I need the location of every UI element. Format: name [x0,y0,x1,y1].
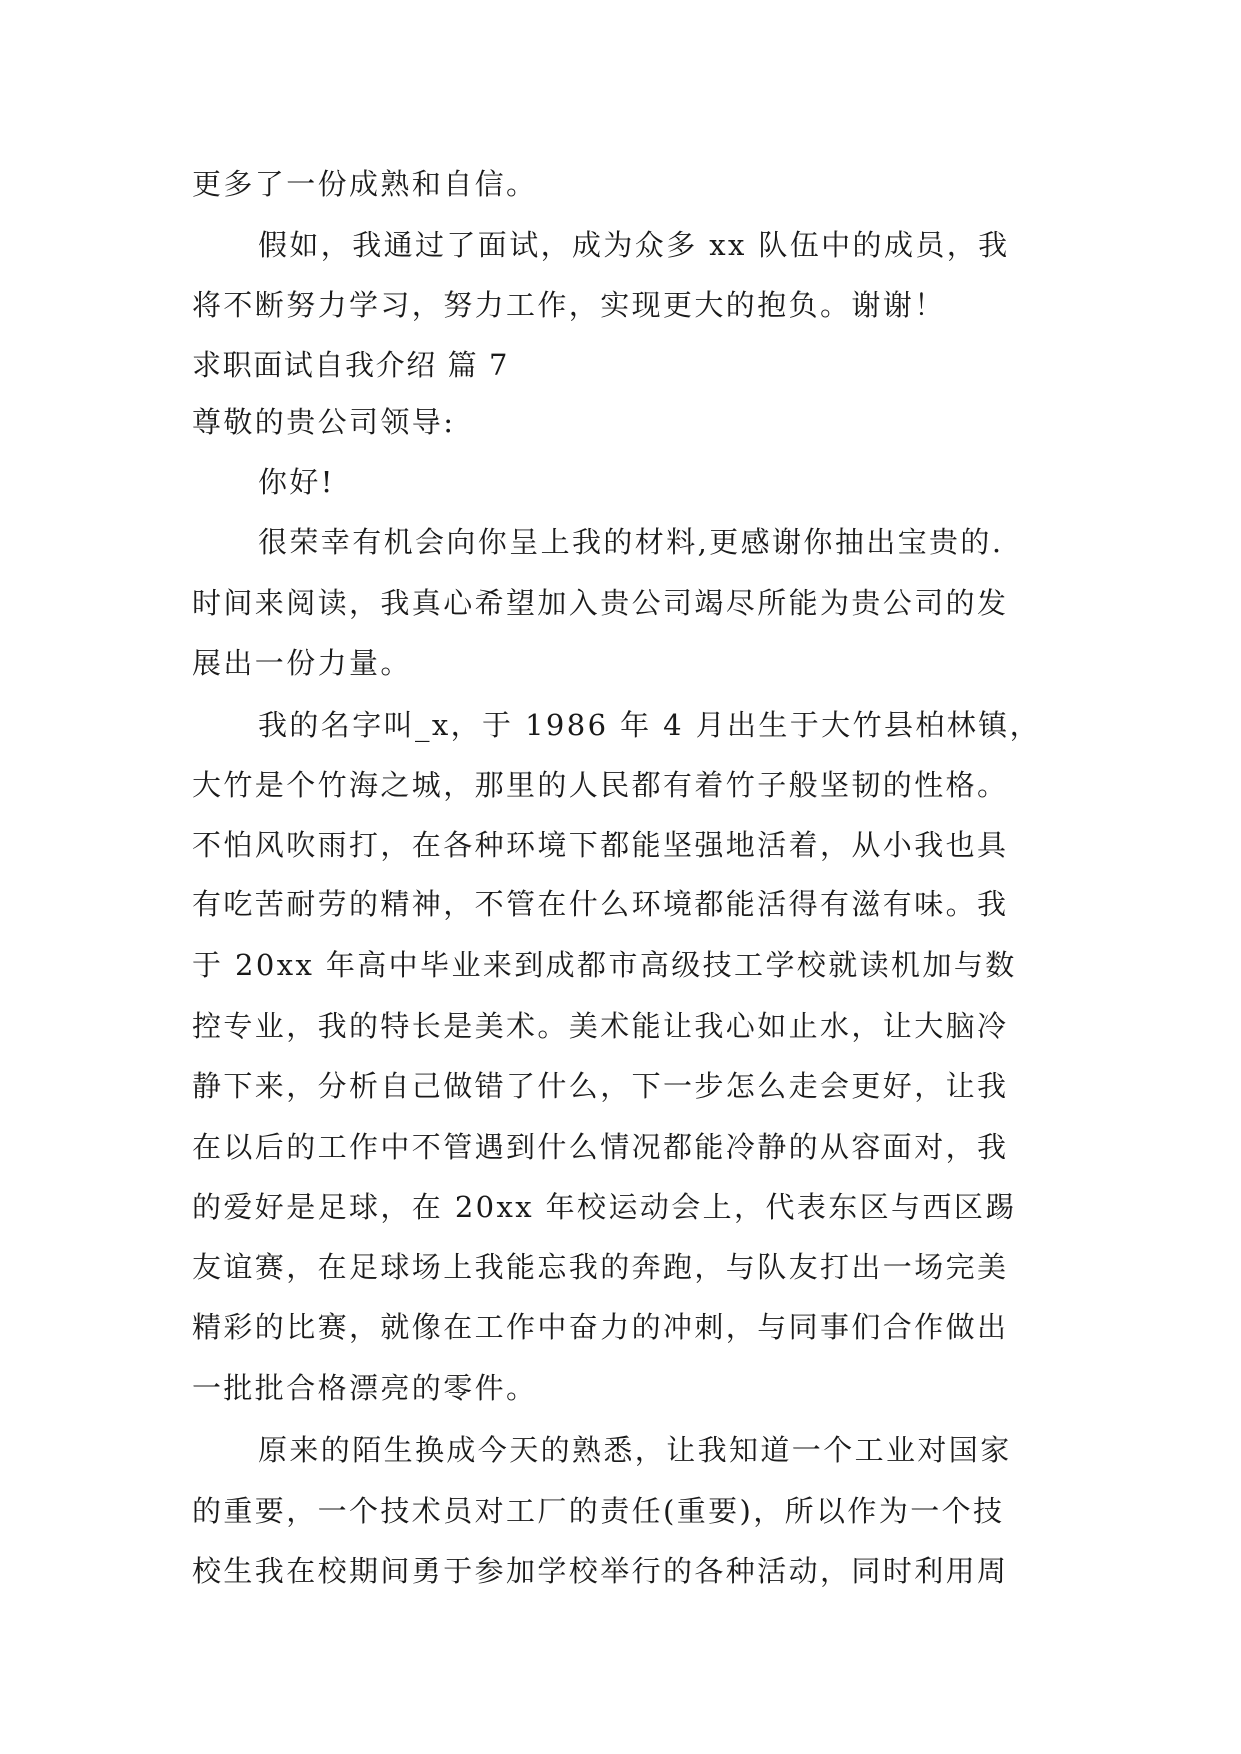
text-line: 友谊赛，在足球场上我能忘我的奔跑，与队友打出一场完美 [192,1250,1009,1284]
text-line: 展出一份力量。 [192,646,412,680]
text-line: 静下来，分析自己做错了什么，下一步怎么走会更好，让我 [192,1069,1009,1103]
text-line: 精彩的比赛，就像在工作中奋力的冲刺，与同事们合作做出 [192,1310,1009,1344]
text-line: 很荣幸有机会向你呈上我的材料,更感谢你抽出宝贵的. [258,525,1004,559]
text-line: 大竹是个竹海之城，那里的人民都有着竹子般坚韧的性格。 [192,768,1009,802]
text-line: 更多了一份成熟和自信。 [192,167,538,201]
text-line: 有吃苦耐劳的精神，不管在什么环境都能活得有滋有味。我 [192,887,1009,921]
greeting: 你好! [258,465,335,499]
text-line: 假如，我通过了面试，成为众多 xx 队伍中的成员，我 [258,228,1010,262]
salutation: 尊敬的贵公司领导: [192,405,456,439]
text-line: 原来的陌生换成今天的熟悉，让我知道一个工业对国家 [258,1433,1012,1467]
text-line: 不怕风吹雨打，在各种环境下都能坚强地活着，从小我也具 [192,828,1009,862]
text-line: 的重要，一个技术员对工厂的责任(重要)，所以作为一个技 [192,1494,1005,1528]
section-heading: 求职面试自我介绍 篇 7 [192,348,510,382]
text-line: 的爱好是足球，在 20xx 年校运动会上，代表东区与西区踢 [192,1190,1017,1224]
text-line: 时间来阅读，我真心希望加入贵公司竭尽所能为贵公司的发 [192,586,1009,620]
text-line: 控专业，我的特长是美术。美术能让我心如止水，让大脑冷 [192,1009,1009,1043]
text-line: 校生我在校期间勇于参加学校举行的各种活动，同时利用周 [192,1554,1009,1588]
text-line: 于 20xx 年高中毕业来到成都市高级技工学校就读机加与数 [192,948,1017,982]
text-line: 一批批合格漂亮的零件。 [192,1371,538,1405]
text-line: 在以后的工作中不管遇到什么情况都能冷静的从容面对，我 [192,1130,1009,1164]
text-line: 将不断努力学习，努力工作，实现更大的抱负。谢谢！ [192,288,946,322]
text-line: 我的名字叫_x，于 1986 年 4 月出生于大竹县柏林镇， [258,708,1041,742]
